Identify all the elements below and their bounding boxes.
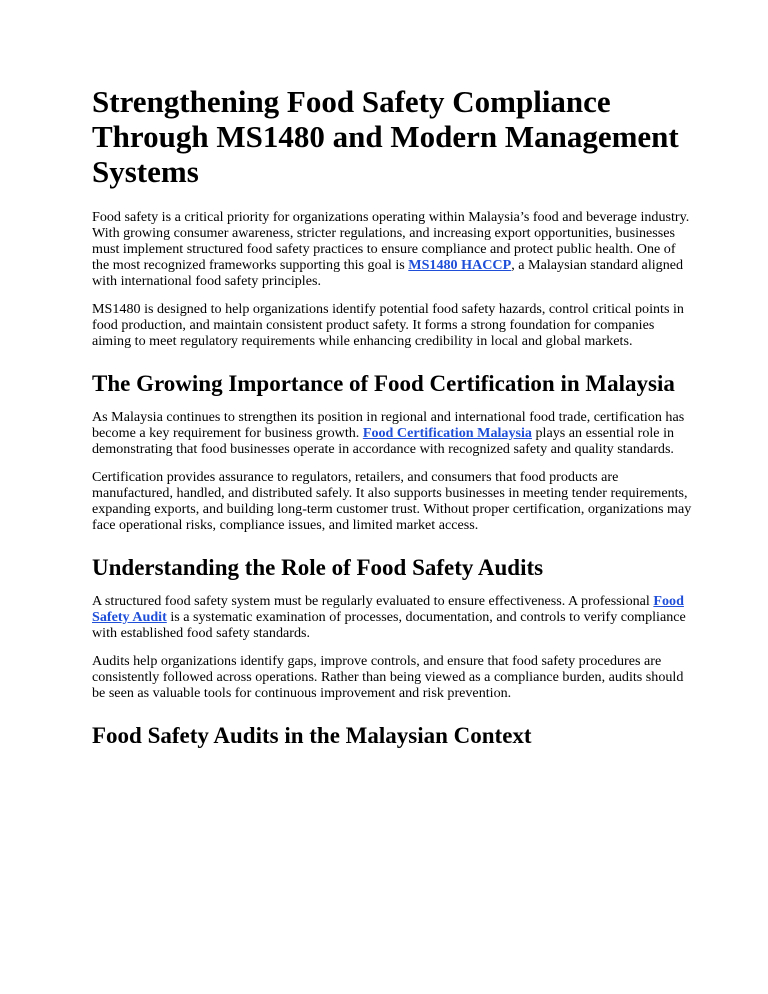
intro-paragraph-1 [92,209,692,289]
section1-text-before-link: As Malaysia continues to strengthen its position in regional and international food trade, certification has become a key requirement for business growth. [92,409,685,441]
food-certification-malaysia-link[interactable]: Food Certification Malaysia [362,425,532,441]
section2-text-after-link: is a systematic examination of processes, documentation, and controls to verify compliance with established food safety standards. [92,609,686,641]
ms1480-haccp-link[interactable]: MS1480 HACCP [408,257,512,273]
section-heading-food-certification: The Growing Importance of Food Certification in Malaysia [92,371,675,396]
food-safety-audit-link[interactable]: Food Safety Audit [92,593,684,625]
section2-paragraph-2: Audits help organizations identify gaps, improve controls, and ensure that food safety procedures are consistently followed across operations. Rather than being viewed as a compliance burden, audits should be seen as valuable tools for continuous improvement and risk prevention. [92,653,684,701]
document-page [92,84,692,761]
section1-paragraph-1 [92,409,692,457]
intro-text-before-link: Food safety is a critical priority for organizations operating within Malaysia’s food and beverage industry. With growing consumer awareness, stricter regulations, and increasing export opportunities, businesses must implement structured food safety practices to ensure compliance and protect public health. One of the most recognized frameworks supporting this goal is [92,209,690,273]
section-heading-food-safety-audits: Understanding the Role of Food Safety Audits [92,555,544,580]
section2-paragraph-1 [92,593,692,641]
section2-text-before-link: A structured food safety system must be regularly evaluated to ensure effectiveness. A professional [92,593,654,609]
intro-text-after-link: , a Malaysian standard aligned with international food safety principles. [92,257,684,289]
page-title: Strengthening Food Safety Compliance Through MS1480 and Modern Management Systems [92,84,679,189]
section-heading-malaysian-context: Food Safety Audits in the Malaysian Context [92,723,532,748]
section1-text-after-link: plays an essential role in demonstrating that food businesses operate in accordance with recognized safety and quality standards. [92,425,675,457]
intro-paragraph-2: MS1480 is designed to help organizations identify potential food safety hazards, control critical points in food production, and maintain consistent product safety. It forms a strong foundation for companies aiming to meet regulatory requirements while enhancing credibility in local and global markets. [92,301,684,349]
section1-paragraph-2: Certification provides assurance to regulators, retailers, and consumers that food products are manufactured, handled, and distributed safely. It also supports businesses in meeting tender requirements, expanding exports, and building long-term customer trust. Without proper certification, organizations may face operational risks, compliance issues, and limited market access. [92,469,692,533]
